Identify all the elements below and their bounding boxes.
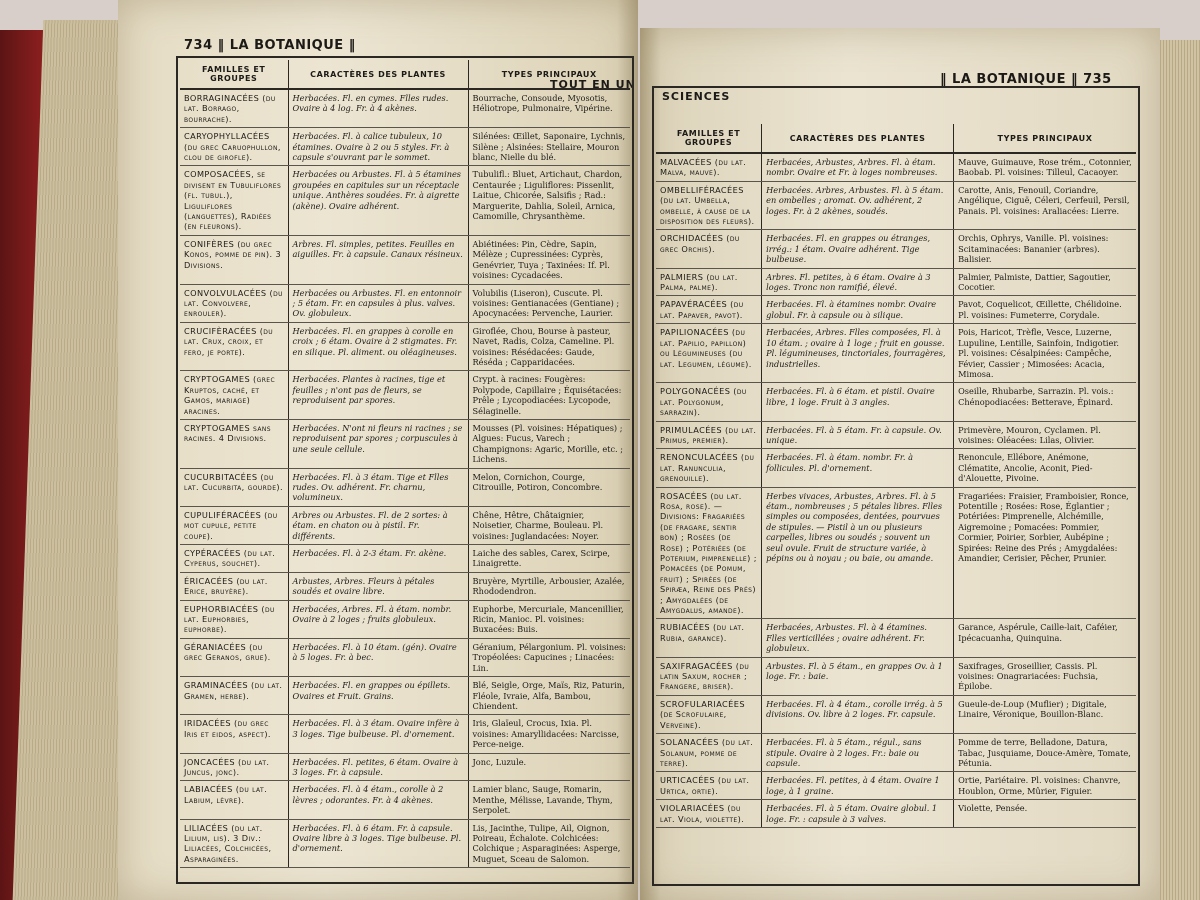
family-cell xyxy=(656,449,762,487)
characters-cell xyxy=(288,284,468,322)
family-name: CYPÉRACÉES (du lat. Cyperus, souchet). xyxy=(184,548,276,569)
types-cell xyxy=(468,89,630,128)
family-cell xyxy=(180,506,288,544)
family-cell xyxy=(656,487,762,619)
family-name: GRAMINACÉES (du lat. Gramen, herbe). xyxy=(184,680,283,701)
characters-cell xyxy=(762,181,954,230)
characters-cell xyxy=(288,128,468,166)
types-cell xyxy=(468,572,630,600)
left-plant-table xyxy=(180,60,630,868)
types-text: Mousses (Pl. voisines: Hépatiques) ; Algues: Fucus, Varech ; Champignons: Agaric, Morille, etc. ; Lichens. xyxy=(472,422,623,465)
types-text: Crypt. à racines: Fougères: Polypode, Capillaire ; Équisétacées: Prêle ; Lycopodiacées: Lycopode, Sélaginelle. xyxy=(472,374,622,416)
family-name: ÉRICACÉES (du lat. Erice, bruyère). xyxy=(184,575,268,597)
left-head-title: LA BOTANIQUE xyxy=(229,38,344,53)
types-cell xyxy=(468,468,630,506)
family-name: COMPOSACÉES, se divisent en Tubuliflores (fl. tubul.), Liguliflores (languettes), Radiées (en fleurons). xyxy=(184,169,282,232)
types-text: Orchis, Ophrys, Vanille. Pl. voisines: Scitaminacées: Bananier (arbres). Balisier. xyxy=(958,233,1109,265)
characters-text: Herbacées, Arbustes. Fl. à 4 étamines. Flles verticillées ; ovaire adhérent. Fr. globuleux. xyxy=(766,622,928,654)
characters-text: Herbacées. Fl. en grappes ou étranges, irrég.: 1 étam. Ovaire adhérent. Tige bulbeuse. xyxy=(766,233,931,265)
family-cell xyxy=(656,695,762,733)
types-cell xyxy=(954,296,1136,324)
types-cell xyxy=(468,166,630,235)
column-header: TYPES PRINCIPAUX xyxy=(954,124,1136,153)
family-name: CRYPTOGAMES (grec Kruptos, caché, et Gamos, mariage) aracines. xyxy=(184,374,276,416)
family-name: PRIMULACÉES (du lat. Primus, premier). xyxy=(660,424,757,445)
table-row xyxy=(656,800,1136,828)
characters-text: Herbacées. Fl. à 5 étam., régul., sans stipule. Ovaire à 2 loges. Fr.: baie ou capsule. xyxy=(766,737,922,768)
family-cell xyxy=(180,284,288,322)
family-name: ROSACÉES (du lat. Rosa, rose). — Divisions: Fragariées (de fragare, sentir bon) ; Rosées (de Rose) ; Potériées (de Poterium, pimprenelle) ; Pomacées (de Pomum, fruit) ; Spirées (de Spiræa, Reine des Prés) ; Amygdalées (de Amygdalus, amande). xyxy=(660,490,757,616)
family-name: PALMIERS (du lat. Palma, palme). xyxy=(660,271,738,293)
characters-text: Arbres. Fl. simples, petites. Feuilles en aiguilles. Fr. à capsule. Canaux résineux. xyxy=(292,238,463,260)
table-row xyxy=(656,695,1136,733)
characters-text: Herbacées. Fl. en cymes. Flles rudes. Ovaire à 4 log. Fr. à 4 akènes. xyxy=(292,93,449,114)
characters-text: Herbes vivaces, Arbustes, Arbres. Fl. à 5 étam., nombreuses ; 5 pétales libres. Flles simples ou composées, dentées, pourvues de stipules. — Pistil à un ou plusieurs carpelles, libres ou soudés ; souvent un seul ovule. Fruit de structure variée, à pépins ou à noyau ; ou baie, ou amande. xyxy=(766,490,943,563)
characters-text: Herbacées. Fl. à étam. nombr. Fr. à follicules. Pl. d'ornement. xyxy=(766,452,913,473)
table-row xyxy=(180,781,630,819)
types-cell xyxy=(954,800,1136,828)
characters-text: Herbacées. Fl. à 10 étam. (gén). Ovaire à 5 loges. Fr. à bec. xyxy=(292,641,457,663)
family-name: RUBIACÉES (du lat. Rubia, garance). xyxy=(660,622,745,643)
table-row xyxy=(180,166,630,235)
types-cell xyxy=(468,600,630,638)
characters-cell xyxy=(762,268,954,296)
characters-cell xyxy=(288,600,468,638)
table-row xyxy=(180,572,630,600)
table-header-row xyxy=(180,60,630,89)
characters-cell xyxy=(288,715,468,753)
family-cell xyxy=(656,734,762,772)
types-cell xyxy=(954,230,1136,268)
types-text: Palmier, Palmiste, Dattier, Sagoutier, Cocotier. xyxy=(958,271,1111,293)
types-text: Euphorbe, Mercuriale, Mancenillier, Ricin, Manioc. Pl. voisines: Buxacées: Buis. xyxy=(472,603,624,635)
types-cell xyxy=(468,128,630,166)
family-cell xyxy=(180,235,288,284)
types-cell xyxy=(954,181,1136,230)
types-cell xyxy=(468,371,630,420)
types-cell xyxy=(468,715,630,753)
characters-cell xyxy=(288,545,468,573)
characters-cell xyxy=(762,421,954,449)
table-row xyxy=(180,128,630,166)
table-row xyxy=(656,449,1136,487)
family-name: GÉRANIACÉES (du grec Geranos, grue). xyxy=(184,641,271,663)
family-name: SCROFULARIACÉES (de Scrofulaire, Verveine). xyxy=(660,698,745,730)
characters-text: Herbacées. Arbres, Arbustes. Fl. à 5 étam. en ombelles ; aromat. Ov. adhérent, 2 loges. Fr. à 2 akènes, soudés. xyxy=(766,184,944,216)
characters-cell xyxy=(288,638,468,676)
table-body xyxy=(656,153,1136,827)
characters-text: Herbacées. Fl. à 4 étam., corolle irrég. à 5 divisions. Ov. libre à 2 loges. Fr. capsule. xyxy=(766,698,943,720)
types-cell xyxy=(468,819,630,868)
table-row xyxy=(656,421,1136,449)
family-cell xyxy=(656,619,762,657)
types-cell xyxy=(468,322,630,371)
types-text: Lis, Jacinthe, Tulipe, Ail, Oignon, Poireau, Échalote. Colchicées: Colchique ; Asparaginées: Asperge, Muguet, Sceau de Salomon. xyxy=(472,822,621,864)
characters-cell xyxy=(288,371,468,420)
characters-text: Herbacées, Arbres. Fl. à étam. nombr. Ovaire à 2 loges ; fruits globuleux. xyxy=(292,603,452,625)
table-row xyxy=(180,468,630,506)
types-text: Tubulifl.: Bluet, Artichaut, Chardon, Centaurée ; Liguliflores: Pissenlit, Laitue, Chicorée, Salsifis ; Rad.: Marguerite, Dahlia, Soleil, Arnica, Camomille, Chrysanthème. xyxy=(472,169,623,222)
table-row xyxy=(180,753,630,781)
types-text: Abiétinées: Pin, Cèdre, Sapin, Mélèze ; Cupressinées: Cyprès, Genévrier, Tuya ; Taxinées: If. Pl. voisines: Cycadacées. xyxy=(472,238,610,281)
characters-text: Herbacées. Fl. petites, 6 étam. Ovaire à 3 loges. Fr. à capsule. xyxy=(292,756,459,777)
characters-cell xyxy=(762,487,954,619)
types-text: Laiche des sables, Carex, Scirpe, Linaigrette. xyxy=(472,548,610,569)
family-name: CUCURBITACÉES (du lat. Cucurbita, gourde). xyxy=(184,471,283,492)
types-cell xyxy=(954,734,1136,772)
column-header: FAMILLES ET GROUPES xyxy=(180,60,288,89)
characters-cell xyxy=(762,153,954,181)
family-name: OMBELLIFÉRACÉES (du lat. Umbella, ombelle, à cause de la disposition des fleurs). xyxy=(660,184,755,227)
types-cell xyxy=(954,268,1136,296)
family-name: LABIACÉES (du lat. Labium, lèvre). xyxy=(184,784,268,805)
family-cell xyxy=(180,545,288,573)
family-cell xyxy=(180,166,288,235)
types-text: Bourrache, Consoude, Myosotis, Héliotrope, Pulmonaire, Vipérine. xyxy=(472,93,613,114)
characters-cell xyxy=(288,677,468,715)
table-row xyxy=(180,89,630,128)
characters-cell xyxy=(762,449,954,487)
family-cell xyxy=(180,638,288,676)
table-row xyxy=(656,296,1136,324)
table-row xyxy=(180,677,630,715)
family-name: VIOLARIACÉES (du lat. Viola, violette). xyxy=(660,803,745,824)
types-text: Chêne, Hêtre, Châtaignier, Noisetier, Charme, Bouleau. Pl. voisines: Juglandacées: Noyer. xyxy=(472,509,604,541)
characters-text: Herbacées. Fl. en grappes ou épillets. Ovaires et Fruit. Grains. xyxy=(292,680,451,701)
characters-text: Herbacées ou Arbustes. Fl. à 5 étamines groupées en capitules sur un réceptacle unique. Anthères soudées. Fr. à aigrette (akène). Ovaire adhérent. xyxy=(292,169,462,211)
characters-cell xyxy=(288,781,468,819)
types-text: Carotte, Anis, Fenouil, Coriandre, Angélique, Ciguë, Céleri, Cerfeuil, Persil, Panais. Pl. voisines: Araliacées: Lierre. xyxy=(958,184,1130,216)
characters-text: Herbacées. N'ont ni fleurs ni racines ; se reproduisent par spores ; corpuscules à une seule cellule. xyxy=(292,422,463,454)
column-header: CARACTÈRES DES PLANTES xyxy=(288,60,468,89)
characters-text: Herbacées. Fl. à 5 étam. Ovaire globul. 1 loge. Fr. : capsule à 3 valves. xyxy=(766,803,938,824)
characters-cell xyxy=(288,468,468,506)
types-cell xyxy=(468,235,630,284)
column-header: CARACTÈRES DES PLANTES xyxy=(762,124,954,153)
types-cell xyxy=(954,153,1136,181)
types-text: Renoncule, Ellébore, Anémone, Clématite, Ancolie, Aconit, Pied-d'Alouette, Pivoine. xyxy=(958,452,1093,484)
table-row xyxy=(656,268,1136,296)
family-name: CARYOPHYLLACÉES (du grec Caruophullon, clou de girofle). xyxy=(184,131,281,163)
family-cell xyxy=(656,800,762,828)
types-cell xyxy=(468,284,630,322)
family-name: BORRAGINACÉES (du lat. Borrago, bourrache). xyxy=(184,93,276,124)
characters-cell xyxy=(762,230,954,268)
family-name: MALVACÉES (du lat. Malva, mauve). xyxy=(660,157,747,178)
characters-cell xyxy=(288,235,468,284)
characters-text: Herbacées. Fl. à calice tubuleux, 10 étamines. Ovaire à 2 ou 5 styles. Fr. à capsule s'ouvrant par le sommet. xyxy=(292,131,450,163)
types-cell xyxy=(468,506,630,544)
separator: ‖ xyxy=(940,72,953,87)
family-name: CRYPTOGAMES sans racines. 4 Divisions. xyxy=(184,422,271,444)
types-text: Giroflée, Chou, Bourse à pasteur, Navet, Radis, Colza, Cameline. Pl. voisines: Résédacées: Gaude, Réséda ; Capparidacées. xyxy=(472,325,615,367)
types-text: Silénées: Œillet, Saponaire, Lychnis, Silène ; Alsinées: Stellaire, Mouron blanc, Nielle du blé. xyxy=(472,131,626,163)
types-text: Pavot, Coquelicot, Œillette, Chélidoine. Pl. voisines: Fumeterre, Corydale. xyxy=(958,299,1122,320)
table-row xyxy=(656,181,1136,230)
table-row xyxy=(656,772,1136,800)
types-text: Pois, Haricot, Trèfle, Vesce, Luzerne, Lupuline, Lentille, Sainfoin, Indigotier. Pl. voisines: Césalpinées: Campêche, Févier, Cassier ; Mimosées: Acacia, Mimosa. xyxy=(958,327,1119,379)
characters-cell xyxy=(288,819,468,868)
types-cell xyxy=(954,324,1136,383)
family-cell xyxy=(180,572,288,600)
types-cell xyxy=(954,619,1136,657)
left-page-number: 734 xyxy=(184,38,213,53)
table-row xyxy=(656,657,1136,695)
types-cell xyxy=(954,772,1136,800)
family-cell xyxy=(180,89,288,128)
characters-text: Herbacées. Fl. à 3 étam. Ovaire infère à 3 loges. Tige bulbeuse. Pl. d'ornement. xyxy=(292,718,460,739)
right-page-number: 735 xyxy=(1083,72,1112,87)
types-cell xyxy=(954,657,1136,695)
types-text: Ortie, Pariétaire. Pl. voisines: Chanvre, Houblon, Orme, Mûrier, Figuier. xyxy=(958,775,1121,796)
characters-text: Herbacées. Fl. en grappes à corolle en croix ; 6 étam. Ovaire à 2 stigmates. Fr. en silique. Pl. aliment. ou oléagineuses. xyxy=(292,325,458,357)
table-row xyxy=(656,153,1136,181)
characters-text: Arbres ou Arbustes. Fl. de 2 sortes: à étam. en chaton ou à pistil. Fr. différents. xyxy=(292,509,448,541)
right-corner-label: SCIENCES xyxy=(662,90,731,103)
table-row xyxy=(180,819,630,868)
characters-text: Herbacées. Fl. à 6 étam. Fr. à capsule. Ovaire libre à 3 loges. Tige bulbeuse. Pl. d'ornement. xyxy=(292,822,462,854)
types-text: Fragariées: Fraisier, Framboisier, Ronce, Potentille ; Rosées: Rose, Églantier ; Potériées: Pimprenelle, Alchémille, Aigremoine ; Pomacées: Pommier, Cormier, Poirier, Sorbier, Aubépine ; Spirées: Reine des Prés ; Amygdalées: Amandier, Cerisier, Pêcher, Prunier. xyxy=(958,490,1129,563)
characters-cell xyxy=(762,772,954,800)
types-text: Primevère, Mouron, Cyclamen. Pl. voisines: Oléacées: Lilas, Olivier. xyxy=(958,424,1101,445)
types-cell xyxy=(954,695,1136,733)
types-cell xyxy=(468,677,630,715)
family-cell xyxy=(656,421,762,449)
family-name: ORCHIDACÉES (du grec Orchis). xyxy=(660,233,740,254)
family-cell xyxy=(656,772,762,800)
left-table-container xyxy=(180,60,630,868)
characters-cell xyxy=(762,383,954,421)
characters-cell xyxy=(762,324,954,383)
types-text: Violette, Pensée. xyxy=(958,803,1028,814)
table-row xyxy=(180,506,630,544)
left-corner-label: TOUT EN UN xyxy=(550,78,636,91)
family-name: SAXIFRAGACÉES (du latin Saxum, rocher ; Frangere, briser). xyxy=(660,660,750,692)
right-table-container xyxy=(656,124,1136,828)
characters-cell xyxy=(762,695,954,733)
characters-cell xyxy=(762,296,954,324)
family-cell xyxy=(656,153,762,181)
table-row xyxy=(180,715,630,753)
family-name: PAPAVÉRACÉES (du lat. Papaver, pavot). xyxy=(660,299,744,320)
family-name: JONCACÉES (du lat. Juncus, jonc). xyxy=(184,756,270,777)
types-cell xyxy=(468,545,630,573)
family-name: RENONCULACÉES (du lat. Ranunculia, grenouille). xyxy=(660,452,755,484)
characters-cell xyxy=(288,572,468,600)
types-text: Volubilis (Liseron), Cuscute. Pl. voisines: Gentianacées (Gentiane) ; Apocynacées: Pervenche, Laurier. xyxy=(472,287,620,319)
column-header: FAMILLES ET GROUPES xyxy=(656,124,762,153)
separator: ‖ xyxy=(348,38,356,53)
family-cell xyxy=(180,677,288,715)
family-name: CUPULIFÉRACÉES (du mot cupule, petite coupe). xyxy=(184,509,278,541)
characters-cell xyxy=(288,89,468,128)
types-text: Melon, Cornichon, Courge, Citrouille, Potiron, Concombre. xyxy=(472,471,603,492)
types-cell xyxy=(954,449,1136,487)
characters-cell xyxy=(288,322,468,371)
characters-text: Herbacées. Fl. à 6 étam. et pistil. Ovaire libre, 1 loge. Fruit à 3 angles. xyxy=(766,386,935,407)
family-cell xyxy=(656,230,762,268)
family-cell xyxy=(180,715,288,753)
types-text: Jonc, Luzule. xyxy=(472,756,527,767)
table-row xyxy=(180,638,630,676)
family-cell xyxy=(180,468,288,506)
types-text: Garance, Aspérule, Caille-lait, Caféier, Ipécacuanha, Quinquina. xyxy=(958,622,1118,643)
characters-cell xyxy=(288,419,468,468)
table-row xyxy=(180,545,630,573)
types-cell xyxy=(468,753,630,781)
family-name: CRUCIFÈRACÉES (du lat. Crux, croix, et fero, je porte). xyxy=(184,325,274,357)
separator: ‖ xyxy=(217,38,230,53)
table-row xyxy=(656,383,1136,421)
characters-text: Herbacées. Plantes à racines, tige et feuilles ; n'ont pas de fleurs, se reproduisent par spores. xyxy=(292,374,446,406)
family-name: POLYGONACÉES (du lat. Polygonum, sarrazin). xyxy=(660,386,747,418)
left-page xyxy=(118,0,638,900)
characters-text: Herbacées, Arbres. Flles composées, Fl. à 10 étam. ; ovaire à 1 loge ; fruit en gousse. Pl. légumineuses, tinctoriales, fourragères, industrielles. xyxy=(766,327,946,369)
types-text: Lamier blanc, Sauge, Romarin, Menthe, Mélisse, Lavande, Thym, Serpolet. xyxy=(472,784,613,816)
characters-text: Herbacées ou Arbustes. Fl. en entonnoir ; 5 étam. Fr. en capsules à plus. valves. Ov. globuleux. xyxy=(292,287,462,319)
characters-cell xyxy=(762,800,954,828)
left-running-head xyxy=(184,38,356,53)
table-row xyxy=(180,419,630,468)
types-cell xyxy=(954,487,1136,619)
characters-cell xyxy=(762,619,954,657)
characters-cell xyxy=(288,506,468,544)
family-cell xyxy=(656,324,762,383)
characters-text: Herbacées. Fl. à 5 étam. Fr. à capsule. Ov. unique. xyxy=(766,424,942,445)
table-row xyxy=(180,284,630,322)
family-name: SOLANACÉES (du lat. Solanum, pomme de terre). xyxy=(660,737,754,768)
family-name: EUPHORBIACÉES (du lat. Euphorbies, euphorbe). xyxy=(184,603,275,635)
characters-text: Arbustes, Arbres. Fleurs à pétales soudés et ovaire libre. xyxy=(292,575,435,597)
table-row xyxy=(656,230,1136,268)
characters-text: Herbacées. Fl. à 3 étam. Tige et Flles rudes. Ov. adhérent. Fr. charnu, volumineux. xyxy=(292,471,449,503)
family-cell xyxy=(656,657,762,695)
family-name: PAPILIONACÉES (du lat. Papilio, papillon) ou Légumineuses (du lat. Legumen, légume). xyxy=(660,327,752,369)
types-cell xyxy=(468,419,630,468)
types-text: Blé, Seigle, Orge, Maïs, Riz, Paturin, Fléole, Ivraie, Alfa, Bambou, Chiendent. xyxy=(472,680,625,711)
types-text: Géranium, Pélargonium. Pl. voisines: Tropéolées: Capucines ; Linacées: Lin. xyxy=(472,641,626,673)
family-name: LILIACÉES (du lat. Lilium, lis). 3 Div.: Liliacées, Colchicées, Asparaginées. xyxy=(184,822,272,864)
table-row xyxy=(656,619,1136,657)
characters-cell xyxy=(762,734,954,772)
family-cell xyxy=(656,268,762,296)
table-row xyxy=(180,235,630,284)
family-name: CONIFÈRES (du grec Konos, pomme de pin). 3 Divisions. xyxy=(184,238,282,270)
types-cell xyxy=(954,421,1136,449)
characters-text: Herbacées. Fl. à 4 étam., corolle à 2 lèvres ; odorantes. Fr. à 4 akènes. xyxy=(292,784,444,805)
family-cell xyxy=(656,181,762,230)
table-row xyxy=(180,371,630,420)
family-name: URTICACÉES (du lat. Urtica, ortie). xyxy=(660,775,750,796)
family-cell xyxy=(656,383,762,421)
types-text: Pomme de terre, Belladone, Datura, Tabac, Jusquiame, Douce-Amère, Tomate, Pétunia. xyxy=(958,737,1131,768)
right-page xyxy=(640,28,1160,900)
types-text: Iris, Glaïeul, Crocus, Ixia. Pl. voisines: Amaryllidacées: Narcisse, Perce-neige. xyxy=(472,718,620,750)
characters-text: Arbustes. Fl. à 5 étam., en grappes Ov. à 1 loge. Fr. : baie. xyxy=(766,660,943,682)
types-cell xyxy=(954,383,1136,421)
characters-text: Herbacées. Fl. à 2-3 étam. Fr. akène. xyxy=(292,548,447,559)
table-header-row xyxy=(656,124,1136,153)
characters-cell xyxy=(288,166,468,235)
table-row xyxy=(656,487,1136,619)
right-head-title: LA BOTANIQUE xyxy=(952,72,1066,87)
family-cell xyxy=(180,322,288,371)
family-cell xyxy=(656,296,762,324)
separator: ‖ xyxy=(1071,72,1084,87)
characters-text: Herbacées. Fl. à étamines nombr. Ovaire globul. Fr. à capsule ou à silique. xyxy=(766,299,937,320)
characters-cell xyxy=(762,657,954,695)
table-body xyxy=(180,89,630,868)
family-name: CONVOLVULACÉES (du lat. Convolvere, enrouler). xyxy=(184,287,283,319)
characters-cell xyxy=(288,753,468,781)
types-cell xyxy=(468,638,630,676)
family-cell xyxy=(180,819,288,868)
family-cell xyxy=(180,753,288,781)
table-row xyxy=(656,734,1136,772)
table-row xyxy=(180,322,630,371)
family-name: IRIDACÉES (du grec Iris et eidos, aspect). xyxy=(184,718,271,739)
characters-text: Arbres. Fl. petites, à 6 étam. Ovaire à 3 loges. Tronc non ramifié, élevé. xyxy=(766,271,931,293)
column-header: TYPES PRINCIPAUX xyxy=(468,60,630,89)
family-cell xyxy=(180,600,288,638)
right-running-head xyxy=(940,72,1112,87)
table-row xyxy=(180,600,630,638)
types-text: Gueule-de-Loup (Muflier) ; Digitale, Linaire, Véronique, Bouillon-Blanc. xyxy=(958,698,1107,720)
family-cell xyxy=(180,419,288,468)
types-text: Saxifrages, Groseillier, Cassis. Pl. voisines: Onagrariacées: Fuchsia, Épilobe. xyxy=(958,660,1099,692)
family-cell xyxy=(180,128,288,166)
table-row xyxy=(656,324,1136,383)
family-cell xyxy=(180,781,288,819)
characters-text: Herbacées, Arbustes, Arbres. Fl. à étam. nombr. Ovaire et Fr. à loges nombreuses. xyxy=(766,157,938,178)
types-text: Oseille, Rhubarbe, Sarrazin. Pl. vois.: Chénopodiacées: Betterave, Épinard. xyxy=(958,386,1114,407)
characters-text: Herbacées. Fl. petites, à 4 étam. Ovaire 1 loge, à 1 graine. xyxy=(766,775,940,796)
family-cell xyxy=(180,371,288,420)
types-text: Mauve, Guimauve, Rose trém., Cotonnier, Baobab. Pl. voisines: Tilleul, Cacaoyer. xyxy=(958,157,1132,178)
right-plant-table xyxy=(656,124,1136,828)
types-cell xyxy=(468,781,630,819)
types-text: Bruyère, Myrtille, Arbousier, Azalée, Rhododendron. xyxy=(472,575,625,597)
